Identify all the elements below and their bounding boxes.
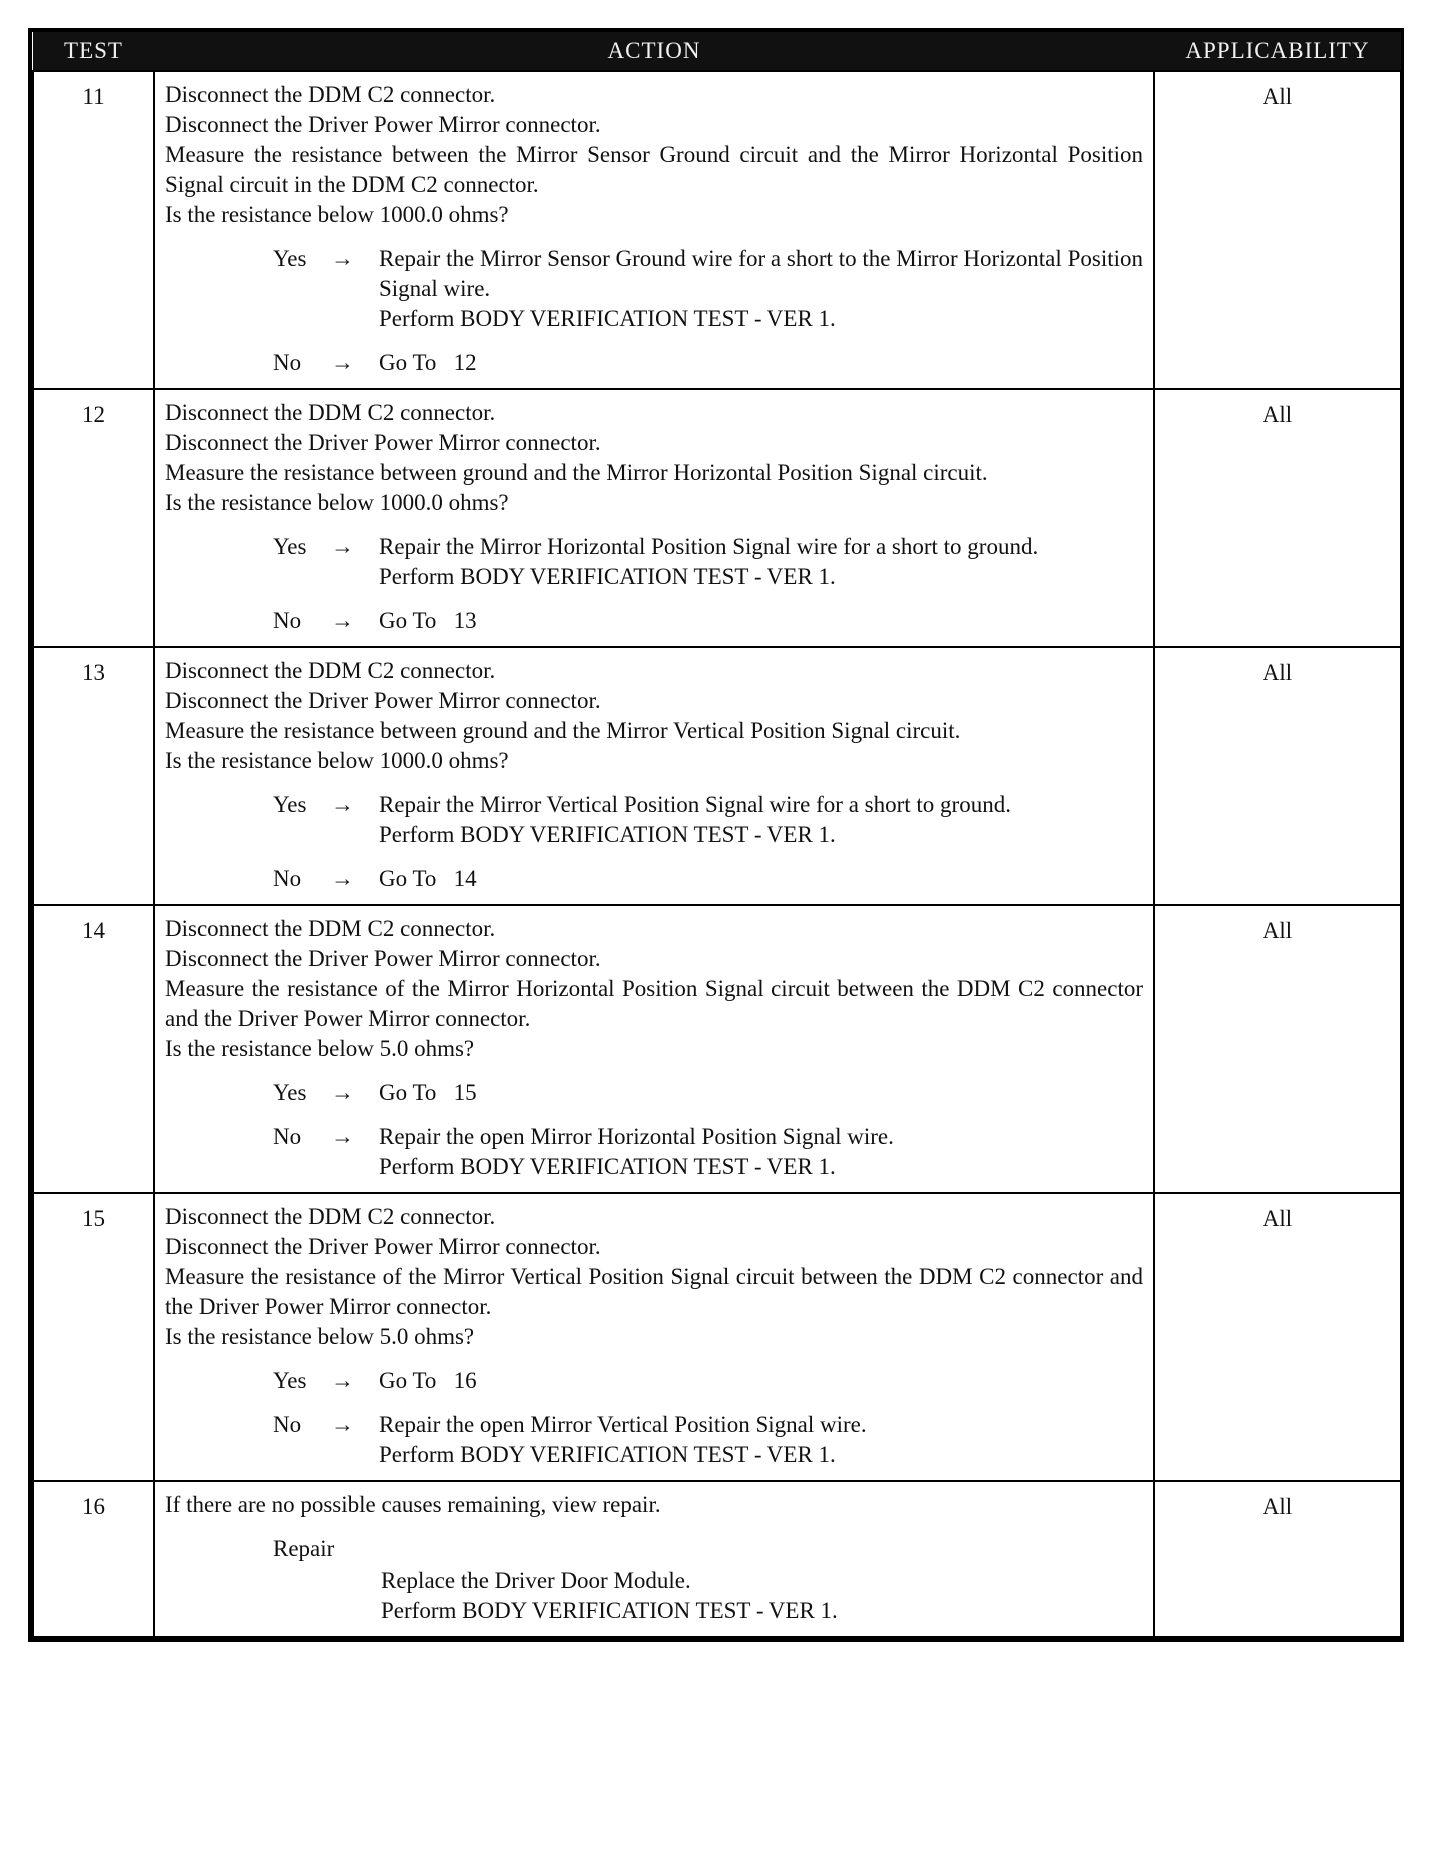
table-row — [33, 389, 1401, 647]
arrow-icon: → — [331, 1080, 354, 1105]
action-line: If there are no possible causes remaining, view repair. — [165, 1492, 661, 1517]
no-result-text: Repair the open Mirror Horizontal Position Signal wire. — [379, 1124, 894, 1149]
action-cell — [154, 905, 1154, 1193]
test-number: 13 — [33, 647, 154, 905]
applicability-value: All — [1154, 1193, 1401, 1481]
action-cell — [154, 389, 1154, 647]
no-result — [379, 864, 1143, 894]
no-result — [379, 606, 1143, 636]
yes-branch — [165, 790, 1143, 850]
action-question: Is the resistance below 1000.0 ohms? — [165, 202, 509, 227]
yes-branch — [165, 244, 1143, 334]
test-number: 15 — [33, 1193, 154, 1481]
action-line: Measure the resistance of the Mirror Horizontal Position Signal circuit between the DDM C2 connector and the Driver Power Mirror connector. — [165, 976, 1143, 1031]
no-result-text: Repair the open Mirror Vertical Position Signal wire. — [379, 1412, 867, 1437]
action-line: Disconnect the DDM C2 connector. — [165, 916, 496, 941]
test-number: 11 — [33, 71, 154, 389]
action-question: Is the resistance below 1000.0 ohms? — [165, 490, 509, 515]
no-branch — [165, 864, 1143, 894]
no-result-text: Go To 13 — [379, 608, 477, 633]
yes-branch — [165, 1078, 1143, 1108]
table-row — [33, 1481, 1401, 1637]
arrow-icon: → — [331, 1412, 354, 1437]
action-line: Measure the resistance between ground and the Mirror Horizontal Position Signal circuit. — [165, 460, 988, 485]
yes-result-text-2: Perform BODY VERIFICATION TEST - VER 1. — [379, 564, 836, 589]
yes-result-text: Repair the Mirror Horizontal Position Signal wire for a short to ground. — [379, 534, 1039, 559]
action-question: Is the resistance below 1000.0 ohms? — [165, 748, 509, 773]
no-result — [379, 1410, 1143, 1470]
yes-result-text-2: Perform BODY VERIFICATION TEST - VER 1. — [379, 306, 836, 331]
arrow-icon: → — [331, 534, 354, 559]
no-label: No — [273, 1412, 302, 1437]
action-line: Disconnect the DDM C2 connector. — [165, 82, 496, 107]
yes-result — [379, 790, 1143, 850]
arrow-icon: → — [331, 792, 354, 817]
action-cell — [154, 1193, 1154, 1481]
arrow-icon: → — [331, 350, 354, 375]
action-line: Measure the resistance between ground and the Mirror Vertical Position Signal circuit. — [165, 718, 961, 743]
action-cell — [154, 647, 1154, 905]
no-branch — [165, 348, 1143, 378]
no-result-text-2: Perform BODY VERIFICATION TEST - VER 1. — [379, 1442, 836, 1467]
yes-branch — [165, 1366, 1143, 1396]
no-branch — [165, 1122, 1143, 1182]
action-line: Disconnect the Driver Power Mirror connector. — [165, 430, 601, 455]
action-question: Is the resistance below 5.0 ohms? — [165, 1324, 475, 1349]
yes-label: Yes — [273, 246, 307, 271]
yes-result — [379, 244, 1143, 334]
no-result-text: Go To 14 — [379, 866, 477, 891]
repair-label: Repair — [273, 1536, 335, 1561]
repair-line: Replace the Driver Door Module. — [381, 1568, 691, 1593]
diagnostic-table — [32, 32, 1402, 1638]
applicability-value: All — [1154, 389, 1401, 647]
action-line: Measure the resistance of the Mirror Vertical Position Signal circuit between the DDM C2 connector and the Driver Power Mirror connector. — [165, 1264, 1143, 1319]
action-line: Disconnect the Driver Power Mirror connector. — [165, 946, 601, 971]
action-line: Disconnect the Driver Power Mirror connector. — [165, 688, 601, 713]
header-test: TEST — [33, 32, 154, 71]
header-applicability: APPLICABILITY — [1154, 32, 1401, 71]
action-line: Disconnect the DDM C2 connector. — [165, 400, 496, 425]
action-line: Disconnect the DDM C2 connector. — [165, 658, 496, 683]
test-number: 14 — [33, 905, 154, 1193]
action-line: Measure the resistance between the Mirror Sensor Ground circuit and the Mirror Horizontal Position Signal circuit in the DDM C2 connector. — [165, 142, 1143, 197]
arrow-icon: → — [331, 246, 354, 271]
yes-result-text: Repair the Mirror Sensor Ground wire for a short to the Mirror Horizontal Position Signal wire. — [379, 246, 1143, 301]
no-result — [379, 348, 1143, 378]
table-row — [33, 71, 1401, 389]
yes-branch — [165, 532, 1143, 592]
yes-result-text: Go To 16 — [379, 1368, 477, 1393]
table-row — [33, 647, 1401, 905]
header-row — [33, 32, 1401, 71]
action-cell — [154, 1481, 1154, 1637]
repair-line: Perform BODY VERIFICATION TEST - VER 1. — [381, 1598, 838, 1623]
applicability-value: All — [1154, 71, 1401, 389]
no-label: No — [273, 350, 302, 375]
action-line: Disconnect the Driver Power Mirror connector. — [165, 112, 601, 137]
no-label: No — [273, 1124, 302, 1149]
repair-instructions — [165, 1566, 1143, 1626]
yes-label: Yes — [273, 534, 307, 559]
diagnostic-table-sheet — [28, 28, 1404, 1642]
yes-result — [379, 1366, 1143, 1396]
yes-label: Yes — [273, 1080, 307, 1105]
no-branch — [165, 606, 1143, 636]
yes-result — [379, 532, 1143, 592]
no-label: No — [273, 866, 302, 891]
arrow-icon: → — [331, 1124, 354, 1149]
action-line: Disconnect the Driver Power Mirror connector. — [165, 1234, 601, 1259]
applicability-value: All — [1154, 647, 1401, 905]
arrow-icon: → — [331, 1368, 354, 1393]
yes-result-text-2: Perform BODY VERIFICATION TEST - VER 1. — [379, 822, 836, 847]
table-row — [33, 1193, 1401, 1481]
yes-label: Yes — [273, 1368, 307, 1393]
arrow-icon: → — [331, 866, 354, 891]
no-result-text: Go To 12 — [379, 350, 477, 375]
yes-result-text: Repair the Mirror Vertical Position Signal wire for a short to ground. — [379, 792, 1011, 817]
no-result-text-2: Perform BODY VERIFICATION TEST - VER 1. — [379, 1154, 836, 1179]
no-branch — [165, 1410, 1143, 1470]
yes-label: Yes — [273, 792, 307, 817]
action-cell — [154, 71, 1154, 389]
arrow-icon: → — [331, 608, 354, 633]
no-label: No — [273, 608, 302, 633]
action-question: Is the resistance below 5.0 ohms? — [165, 1036, 475, 1061]
action-line: Disconnect the DDM C2 connector. — [165, 1204, 496, 1229]
yes-result — [379, 1078, 1143, 1108]
test-number: 16 — [33, 1481, 154, 1637]
header-action: ACTION — [154, 32, 1154, 71]
test-number: 12 — [33, 389, 154, 647]
yes-result-text: Go To 15 — [379, 1080, 477, 1105]
table-row — [33, 905, 1401, 1193]
applicability-value: All — [1154, 1481, 1401, 1637]
no-result — [379, 1122, 1143, 1182]
applicability-value: All — [1154, 905, 1401, 1193]
